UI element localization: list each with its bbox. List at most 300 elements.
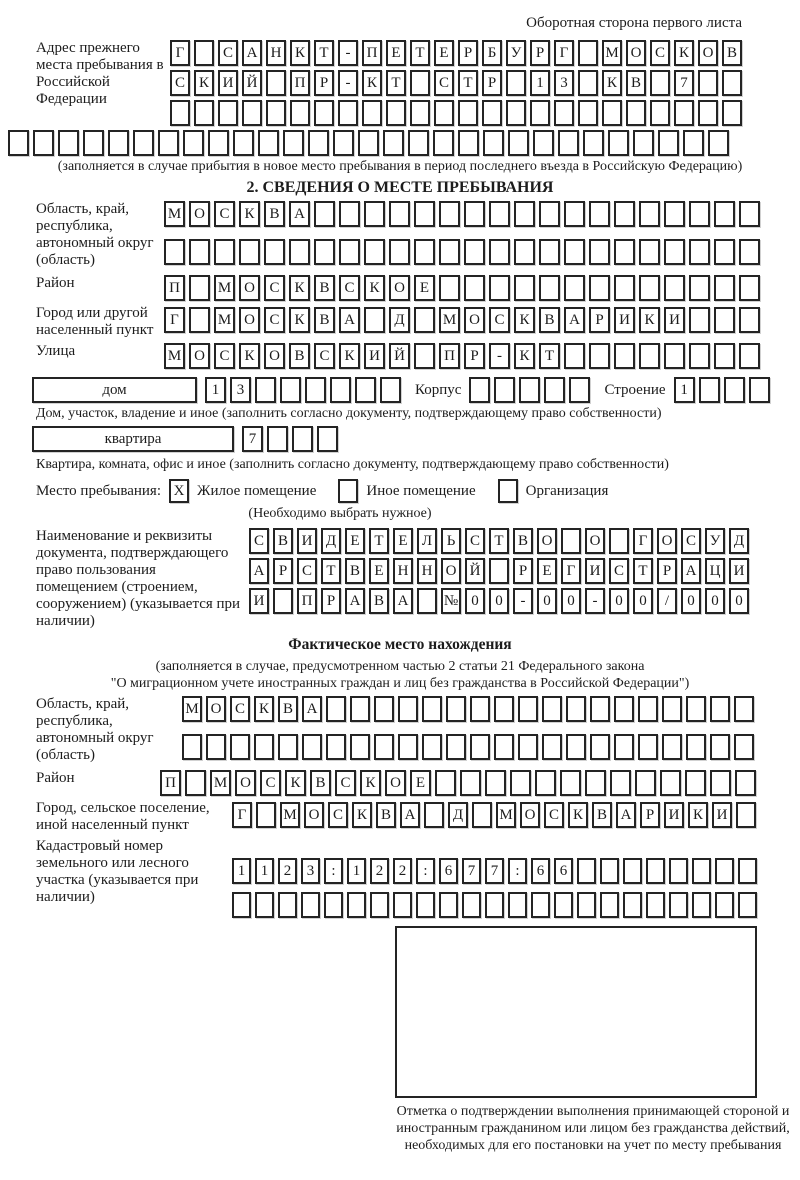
char-box[interactable]: К — [290, 40, 310, 66]
char-box[interactable] — [439, 201, 460, 227]
char-box[interactable] — [408, 130, 429, 156]
char-box[interactable] — [278, 892, 297, 918]
char-box[interactable]: П — [160, 770, 181, 796]
char-box[interactable] — [639, 275, 660, 301]
char-box[interactable] — [590, 734, 610, 760]
char-box[interactable] — [664, 201, 685, 227]
char-box[interactable]: Д — [389, 307, 410, 333]
stay-type-checkbox-other-premises[interactable] — [338, 479, 358, 503]
char-box[interactable] — [539, 239, 560, 265]
char-box[interactable] — [189, 275, 210, 301]
char-box[interactable] — [535, 770, 556, 796]
char-box[interactable]: С — [650, 40, 670, 66]
char-box[interactable]: И — [218, 70, 238, 96]
char-box[interactable] — [510, 770, 531, 796]
char-box[interactable] — [389, 239, 410, 265]
char-box[interactable] — [494, 734, 514, 760]
char-box[interactable]: 0 — [729, 588, 749, 614]
char-box[interactable]: О — [389, 275, 410, 301]
stay-type-checkbox-residential[interactable]: X — [169, 479, 189, 503]
char-box[interactable] — [564, 239, 585, 265]
char-box[interactable]: 0 — [609, 588, 629, 614]
char-box[interactable]: М — [210, 770, 231, 796]
char-box[interactable] — [422, 734, 442, 760]
char-box[interactable] — [658, 130, 679, 156]
char-box[interactable]: Л — [417, 528, 437, 554]
char-box[interactable] — [508, 130, 529, 156]
char-box[interactable] — [739, 275, 760, 301]
char-box[interactable] — [715, 858, 734, 884]
char-box[interactable]: С — [214, 201, 235, 227]
char-box[interactable]: Т — [369, 528, 389, 554]
char-box[interactable] — [699, 377, 720, 403]
char-box[interactable] — [266, 70, 286, 96]
char-box[interactable]: О — [520, 802, 540, 828]
char-box[interactable] — [662, 696, 682, 722]
char-box[interactable]: С — [434, 70, 454, 96]
char-box[interactable]: В — [314, 307, 335, 333]
char-box[interactable] — [386, 100, 406, 126]
char-box[interactable]: О — [585, 528, 605, 554]
char-box[interactable] — [614, 201, 635, 227]
char-box[interactable] — [734, 734, 754, 760]
char-box[interactable]: А — [345, 588, 365, 614]
char-box[interactable] — [470, 696, 490, 722]
char-box[interactable]: В — [722, 40, 742, 66]
char-box[interactable]: С — [489, 307, 510, 333]
char-box[interactable] — [650, 70, 670, 96]
char-box[interactable] — [609, 528, 629, 554]
char-box[interactable] — [722, 100, 742, 126]
char-box[interactable] — [364, 307, 385, 333]
char-box[interactable]: О — [239, 307, 260, 333]
char-box[interactable]: 1 — [674, 377, 695, 403]
char-box[interactable] — [239, 239, 260, 265]
char-box[interactable] — [590, 696, 610, 722]
char-box[interactable] — [482, 100, 502, 126]
char-box[interactable] — [698, 70, 718, 96]
char-box[interactable] — [393, 892, 412, 918]
char-box[interactable] — [206, 734, 226, 760]
char-box[interactable] — [283, 130, 304, 156]
char-box[interactable]: К — [239, 201, 260, 227]
char-box[interactable]: 2 — [370, 858, 389, 884]
char-box[interactable] — [422, 696, 442, 722]
char-box[interactable]: Е — [410, 770, 431, 796]
char-box[interactable] — [410, 70, 430, 96]
char-box[interactable]: № — [441, 588, 461, 614]
char-box[interactable] — [578, 40, 598, 66]
char-box[interactable]: 3 — [230, 377, 251, 403]
char-box[interactable]: Р — [640, 802, 660, 828]
char-box[interactable]: Р — [589, 307, 610, 333]
char-box[interactable] — [233, 130, 254, 156]
char-box[interactable]: Н — [393, 558, 413, 584]
house-type-box[interactable]: дом — [32, 377, 197, 403]
char-box[interactable]: К — [364, 275, 385, 301]
char-box[interactable]: С — [264, 307, 285, 333]
char-box[interactable] — [564, 275, 585, 301]
char-box[interactable]: Т — [314, 40, 334, 66]
char-box[interactable] — [439, 239, 460, 265]
char-box[interactable] — [577, 858, 596, 884]
char-box[interactable] — [158, 130, 179, 156]
char-box[interactable] — [533, 130, 554, 156]
char-box[interactable]: О — [537, 528, 557, 554]
char-box[interactable]: К — [352, 802, 372, 828]
char-box[interactable]: А — [400, 802, 420, 828]
char-box[interactable] — [689, 307, 710, 333]
char-box[interactable]: Р — [482, 70, 502, 96]
char-box[interactable]: С — [609, 558, 629, 584]
char-box[interactable]: Р — [273, 558, 293, 584]
char-box[interactable]: И — [664, 307, 685, 333]
char-box[interactable]: М — [439, 307, 460, 333]
char-box[interactable] — [614, 343, 635, 369]
char-box[interactable] — [489, 201, 510, 227]
char-box[interactable] — [417, 588, 437, 614]
char-box[interactable] — [518, 696, 538, 722]
char-box[interactable]: В — [289, 343, 310, 369]
char-box[interactable]: П — [290, 70, 310, 96]
char-box[interactable]: 0 — [633, 588, 653, 614]
char-box[interactable] — [464, 239, 485, 265]
char-box[interactable] — [170, 100, 190, 126]
char-box[interactable] — [83, 130, 104, 156]
char-box[interactable]: Г — [561, 558, 581, 584]
char-box[interactable] — [314, 239, 335, 265]
char-box[interactable] — [683, 130, 704, 156]
apartment-type-box[interactable]: квартира — [32, 426, 234, 452]
char-box[interactable] — [698, 100, 718, 126]
char-box[interactable]: С — [260, 770, 281, 796]
char-box[interactable]: И — [614, 307, 635, 333]
char-box[interactable]: И — [585, 558, 605, 584]
char-box[interactable]: К — [514, 343, 535, 369]
char-box[interactable]: С — [264, 275, 285, 301]
char-box[interactable]: Г — [232, 802, 252, 828]
char-box[interactable] — [164, 239, 185, 265]
char-box[interactable] — [639, 239, 660, 265]
char-box[interactable] — [639, 343, 660, 369]
char-box[interactable]: - — [338, 40, 358, 66]
char-box[interactable] — [614, 239, 635, 265]
char-box[interactable] — [689, 343, 710, 369]
char-box[interactable] — [194, 40, 214, 66]
char-box[interactable] — [600, 892, 619, 918]
char-box[interactable] — [494, 377, 515, 403]
char-box[interactable] — [539, 201, 560, 227]
char-box[interactable] — [435, 770, 456, 796]
char-box[interactable] — [566, 734, 586, 760]
char-box[interactable] — [364, 239, 385, 265]
char-box[interactable] — [290, 100, 310, 126]
char-box[interactable]: Г — [633, 528, 653, 554]
char-box[interactable]: О — [235, 770, 256, 796]
char-box[interactable] — [530, 100, 550, 126]
char-box[interactable]: К — [674, 40, 694, 66]
char-box[interactable]: 6 — [531, 858, 550, 884]
char-box[interactable] — [542, 734, 562, 760]
char-box[interactable] — [686, 734, 706, 760]
char-box[interactable]: О — [264, 343, 285, 369]
char-box[interactable] — [660, 770, 681, 796]
char-box[interactable]: В — [314, 275, 335, 301]
char-box[interactable] — [664, 275, 685, 301]
char-box[interactable] — [469, 377, 490, 403]
char-box[interactable] — [358, 130, 379, 156]
char-box[interactable] — [589, 239, 610, 265]
char-box[interactable]: С — [314, 343, 335, 369]
char-box[interactable]: С — [249, 528, 269, 554]
char-box[interactable] — [301, 892, 320, 918]
char-box[interactable] — [689, 239, 710, 265]
char-box[interactable] — [514, 201, 535, 227]
char-box[interactable]: Б — [482, 40, 502, 66]
char-box[interactable] — [446, 696, 466, 722]
char-box[interactable] — [614, 696, 634, 722]
char-box[interactable]: Т — [633, 558, 653, 584]
char-box[interactable] — [185, 770, 206, 796]
char-box[interactable] — [460, 770, 481, 796]
char-box[interactable]: 7 — [485, 858, 504, 884]
char-box[interactable] — [289, 239, 310, 265]
char-box[interactable] — [494, 696, 514, 722]
char-box[interactable] — [108, 130, 129, 156]
char-box[interactable] — [280, 377, 301, 403]
char-box[interactable]: В — [278, 696, 298, 722]
char-box[interactable]: - — [585, 588, 605, 614]
char-box[interactable] — [623, 858, 642, 884]
stay-type-checkbox-organization[interactable] — [498, 479, 518, 503]
char-box[interactable] — [686, 696, 706, 722]
char-box[interactable] — [398, 734, 418, 760]
char-box[interactable] — [514, 275, 535, 301]
char-box[interactable] — [305, 377, 326, 403]
char-box[interactable] — [374, 734, 394, 760]
char-box[interactable] — [255, 377, 276, 403]
char-box[interactable]: Й — [389, 343, 410, 369]
char-box[interactable] — [347, 892, 366, 918]
char-box[interactable]: - — [489, 343, 510, 369]
char-box[interactable]: М — [280, 802, 300, 828]
char-box[interactable] — [302, 734, 322, 760]
char-box[interactable]: А — [339, 307, 360, 333]
char-box[interactable]: А — [289, 201, 310, 227]
char-box[interactable] — [708, 130, 729, 156]
char-box[interactable] — [689, 275, 710, 301]
char-box[interactable] — [33, 130, 54, 156]
char-box[interactable]: П — [297, 588, 317, 614]
char-box[interactable] — [380, 377, 401, 403]
char-box[interactable] — [564, 201, 585, 227]
char-box[interactable] — [267, 426, 288, 452]
char-box[interactable]: А — [681, 558, 701, 584]
char-box[interactable]: : — [416, 858, 435, 884]
char-box[interactable]: / — [657, 588, 677, 614]
char-box[interactable] — [273, 588, 293, 614]
char-box[interactable]: О — [189, 201, 210, 227]
char-box[interactable]: А — [242, 40, 262, 66]
char-box[interactable]: У — [506, 40, 526, 66]
char-box[interactable]: К — [289, 307, 310, 333]
char-box[interactable] — [414, 239, 435, 265]
char-box[interactable] — [446, 734, 466, 760]
char-box[interactable] — [669, 858, 688, 884]
char-box[interactable]: И — [729, 558, 749, 584]
char-box[interactable]: 6 — [554, 858, 573, 884]
char-box[interactable]: С — [335, 770, 356, 796]
char-box[interactable]: : — [324, 858, 343, 884]
char-box[interactable] — [266, 100, 286, 126]
char-box[interactable]: 0 — [465, 588, 485, 614]
char-box[interactable] — [738, 858, 757, 884]
char-box[interactable] — [464, 201, 485, 227]
char-box[interactable]: О — [304, 802, 324, 828]
char-box[interactable]: И — [249, 588, 269, 614]
char-box[interactable] — [462, 892, 481, 918]
char-box[interactable] — [685, 770, 706, 796]
char-box[interactable]: Е — [369, 558, 389, 584]
char-box[interactable]: Т — [539, 343, 560, 369]
char-box[interactable]: А — [393, 588, 413, 614]
char-box[interactable] — [434, 100, 454, 126]
char-box[interactable] — [133, 130, 154, 156]
char-box[interactable] — [414, 201, 435, 227]
char-box[interactable] — [614, 275, 635, 301]
char-box[interactable] — [189, 307, 210, 333]
char-box[interactable] — [710, 734, 730, 760]
char-box[interactable] — [578, 100, 598, 126]
char-box[interactable]: О — [698, 40, 718, 66]
char-box[interactable]: К — [360, 770, 381, 796]
char-box[interactable]: 1 — [205, 377, 226, 403]
char-box[interactable]: М — [164, 201, 185, 227]
char-box[interactable] — [230, 734, 250, 760]
char-box[interactable]: У — [705, 528, 725, 554]
char-box[interactable] — [338, 100, 358, 126]
char-box[interactable]: К — [254, 696, 274, 722]
char-box[interactable]: - — [338, 70, 358, 96]
char-box[interactable] — [508, 892, 527, 918]
char-box[interactable] — [183, 130, 204, 156]
char-box[interactable] — [724, 377, 745, 403]
char-box[interactable] — [364, 201, 385, 227]
char-box[interactable]: 7 — [674, 70, 694, 96]
char-box[interactable] — [383, 130, 404, 156]
char-box[interactable]: 1 — [347, 858, 366, 884]
char-box[interactable] — [194, 100, 214, 126]
char-box[interactable] — [614, 734, 634, 760]
char-box[interactable]: : — [508, 858, 527, 884]
confirmation-stamp-box[interactable] — [395, 926, 757, 1098]
char-box[interactable] — [714, 201, 735, 227]
char-box[interactable]: С — [218, 40, 238, 66]
char-box[interactable]: В — [513, 528, 533, 554]
char-box[interactable] — [739, 307, 760, 333]
char-box[interactable] — [739, 239, 760, 265]
char-box[interactable] — [355, 377, 376, 403]
char-box[interactable]: 2 — [393, 858, 412, 884]
char-box[interactable] — [749, 377, 770, 403]
char-box[interactable] — [264, 239, 285, 265]
char-box[interactable]: 0 — [705, 588, 725, 614]
char-box[interactable] — [626, 100, 646, 126]
char-box[interactable] — [314, 201, 335, 227]
char-box[interactable] — [370, 892, 389, 918]
char-box[interactable]: К — [194, 70, 214, 96]
char-box[interactable] — [326, 696, 346, 722]
char-box[interactable]: В — [369, 588, 389, 614]
char-box[interactable]: М — [164, 343, 185, 369]
char-box[interactable] — [256, 802, 276, 828]
char-box[interactable] — [569, 377, 590, 403]
char-box[interactable]: И — [712, 802, 732, 828]
char-box[interactable] — [735, 770, 756, 796]
char-box[interactable] — [558, 130, 579, 156]
char-box[interactable] — [519, 377, 540, 403]
char-box[interactable] — [692, 858, 711, 884]
char-box[interactable]: Р — [657, 558, 677, 584]
char-box[interactable]: С — [230, 696, 250, 722]
char-box[interactable] — [664, 343, 685, 369]
char-box[interactable] — [710, 770, 731, 796]
char-box[interactable]: К — [362, 70, 382, 96]
char-box[interactable]: О — [441, 558, 461, 584]
char-box[interactable] — [350, 696, 370, 722]
char-box[interactable] — [662, 734, 682, 760]
char-box[interactable] — [362, 100, 382, 126]
char-box[interactable]: О — [464, 307, 485, 333]
char-box[interactable]: Г — [554, 40, 574, 66]
char-box[interactable]: А — [302, 696, 322, 722]
char-box[interactable] — [506, 100, 526, 126]
char-box[interactable] — [638, 696, 658, 722]
char-box[interactable]: А — [564, 307, 585, 333]
char-box[interactable] — [308, 130, 329, 156]
char-box[interactable] — [542, 696, 562, 722]
char-box[interactable] — [255, 892, 274, 918]
char-box[interactable] — [254, 734, 274, 760]
char-box[interactable]: 7 — [242, 426, 263, 452]
char-box[interactable] — [485, 770, 506, 796]
char-box[interactable]: И — [664, 802, 684, 828]
char-box[interactable] — [664, 239, 685, 265]
char-box[interactable] — [506, 70, 526, 96]
char-box[interactable] — [182, 734, 202, 760]
char-box[interactable]: И — [297, 528, 317, 554]
char-box[interactable]: 1 — [255, 858, 274, 884]
char-box[interactable]: В — [376, 802, 396, 828]
char-box[interactable] — [518, 734, 538, 760]
char-box[interactable] — [350, 734, 370, 760]
char-box[interactable]: В — [273, 528, 293, 554]
char-box[interactable]: Е — [537, 558, 557, 584]
char-box[interactable]: Р — [321, 588, 341, 614]
char-box[interactable]: 6 — [439, 858, 458, 884]
char-box[interactable] — [483, 130, 504, 156]
char-box[interactable] — [560, 770, 581, 796]
char-box[interactable]: П — [439, 343, 460, 369]
char-box[interactable] — [242, 100, 262, 126]
char-box[interactable] — [564, 343, 585, 369]
char-box[interactable]: С — [544, 802, 564, 828]
char-box[interactable] — [739, 201, 760, 227]
char-box[interactable] — [326, 734, 346, 760]
char-box[interactable] — [232, 892, 251, 918]
char-box[interactable]: Р — [314, 70, 334, 96]
char-box[interactable] — [317, 426, 338, 452]
